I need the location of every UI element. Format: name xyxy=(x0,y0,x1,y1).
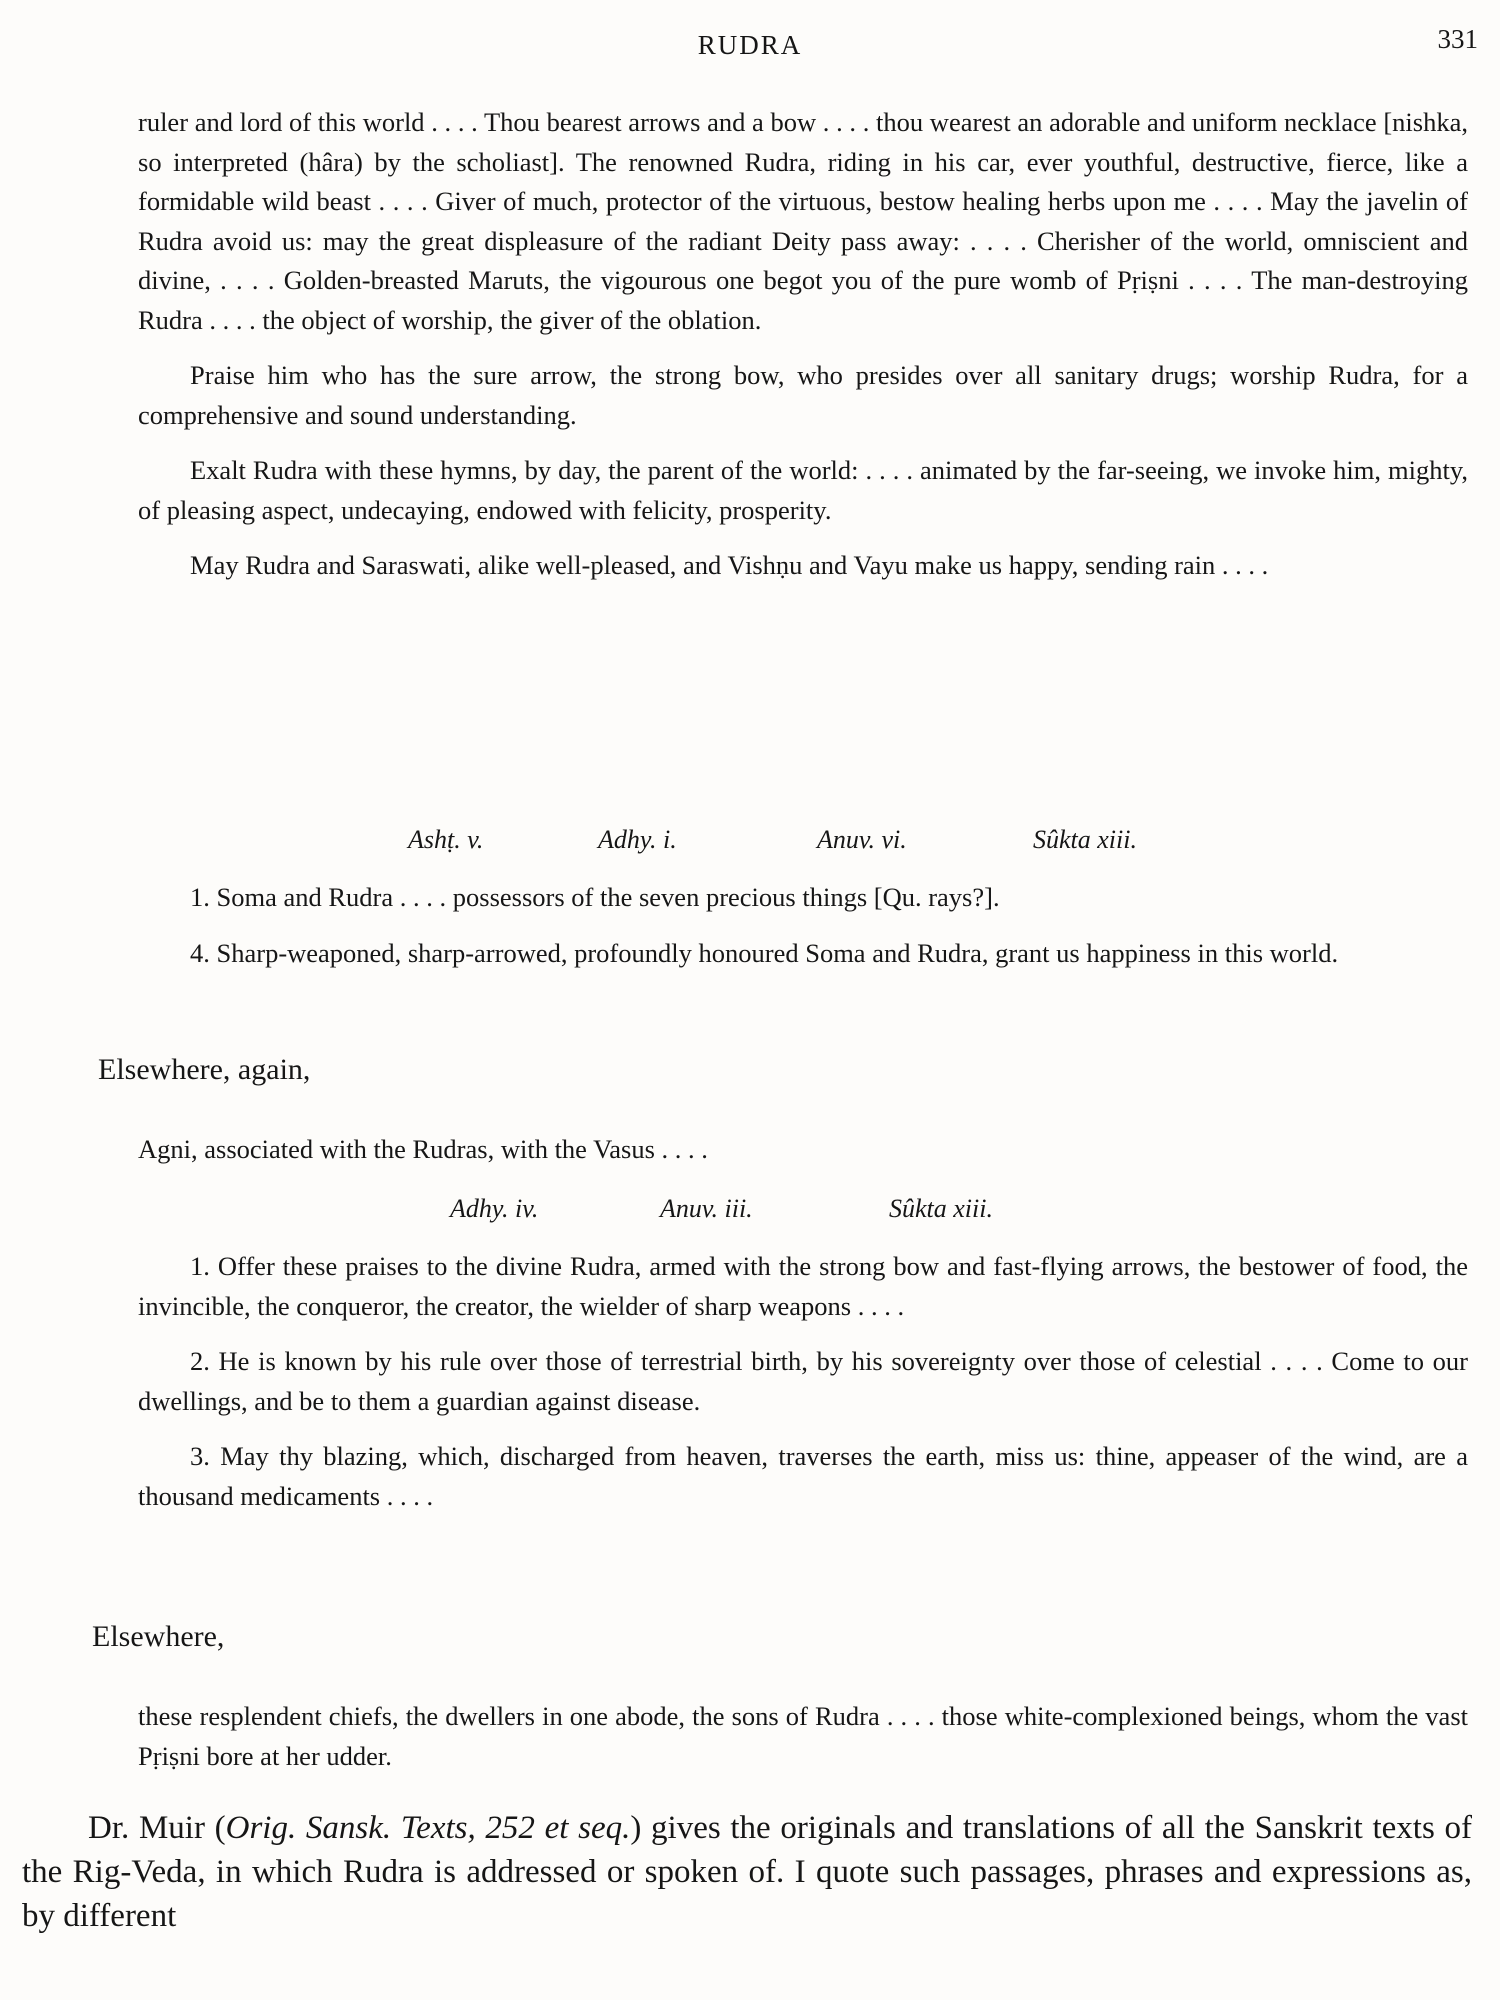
muir-citation: Orig. Sansk. Texts, 252 et seq. xyxy=(225,1810,631,1846)
ref-ashtaka: Ashṭ. v. xyxy=(408,825,484,854)
quote-block-4 xyxy=(138,1247,1468,1516)
elsewhere-heading: Elsewhere, xyxy=(92,1620,225,1653)
quote-paragraph-3: Exalt Rudra with these hymns, by day, the parent of the world: . . . . animated by the far-seeing, we invoke him, mighty, of pleasing aspect, undecaying, endowed with felicity, prosperity. xyxy=(138,455,1468,525)
elsewhere-again-heading: Elsewhere, again, xyxy=(98,1053,311,1086)
ref-adhyaya: Adhy. i. xyxy=(598,825,677,854)
quote-item-1: 1. Soma and Rudra . . . . possessors of the seven precious things [Qu. rays?]. xyxy=(190,882,1000,912)
muir-lead: Dr. Muir ( xyxy=(88,1810,226,1846)
muir-paragraph xyxy=(22,1806,1472,1938)
ref-anuvaka-2: Anuv. iii. xyxy=(660,1194,753,1223)
ref-sukta: Sûkta xiii. xyxy=(1033,825,1137,854)
maruts-line: these resplendent chiefs, the dwellers in one abode, the sons of Rudra . . . . those white-complexioned beings, whom the vast Pṛiṣni bore at her udder. xyxy=(138,1701,1468,1771)
page-number: 331 xyxy=(1437,24,1478,54)
page-header xyxy=(0,22,1500,72)
quote-paragraph-1: ruler and lord of this world . . . . Thou bearest arrows and a bow . . . . thou wearest an adorable and uniform necklace [nishka, so interpreted (hâra) by the scholiast]. The renowned Rudra, riding in his car, ever youthful, destructive, fierce, like a formidable wild beast . . . . Giver of much, protector of the virtuous, bestow healing herbs upon me . . . . May the javelin of Rudra avoid us: may the great displeasure of the radiant Deity pass away: . . . . Cherisher of the world, omniscient and divine, . . . . Golden-breasted Maruts, the vigourous one begot you of the pure womb of Pṛiṣni . . . . The man-destroying Rudra . . . . the object of worship, the giver of the oblation. xyxy=(138,107,1468,335)
hymn-item-3: 3. May thy blazing, which, discharged from heaven, traverses the earth, miss us: thine, appeaser of the wind, are a thousand medicaments . . . . xyxy=(138,1441,1468,1511)
quote-block-1 xyxy=(138,103,1468,586)
quote-block-5 xyxy=(138,1697,1468,1776)
ref-adhyaya-2: Adhy. iv. xyxy=(450,1194,539,1223)
quote-paragraph-4: May Rudra and Saraswati, alike well-pleased, and Vishṇu and Vayu make us happy, sending rain . . . . xyxy=(190,550,1269,580)
ref-anuvaka: Anuv. vi. xyxy=(817,825,907,854)
quote-paragraph-2: Praise him who has the sure arrow, the strong bow, who presides over all sanitary drugs; worship Rudra, for a comprehensive and sound understanding. xyxy=(138,360,1468,430)
hymn-item-2: 2. He is known by his rule over those of terrestrial birth, by his sovereignty over those of celestial . . . . Come to our dwellings, and be to them a guardian against disease. xyxy=(138,1346,1468,1416)
quote-block-3 xyxy=(138,1130,1468,1170)
ref-sukta-2: Sûkta xiii. xyxy=(889,1194,993,1223)
muir-rest: ) gives the originals and translations of all the Sanskrit texts of the Rig-Veda, in which Rudra is addressed or spoken of. I quote such passages, phrases and expressions as, by different xyxy=(22,1810,1472,1934)
quote-item-4: 4. Sharp-weaponed, sharp-arrowed, profoundly honoured Soma and Rudra, grant us happiness in this world. xyxy=(190,937,1339,968)
hymn-item-1: 1. Offer these praises to the divine Rudra, armed with the strong bow and fast-flying arrows, the bestower of food, the invincible, the conqueror, the creator, the wielder of sharp weapons . . . . xyxy=(138,1251,1468,1321)
agni-line: Agni, associated with the Rudras, with the Vasus . . . . xyxy=(138,1134,708,1164)
quote-block-2 xyxy=(138,878,1468,973)
running-head: RUDRA xyxy=(697,30,803,60)
body-paragraph xyxy=(22,1806,1472,1938)
